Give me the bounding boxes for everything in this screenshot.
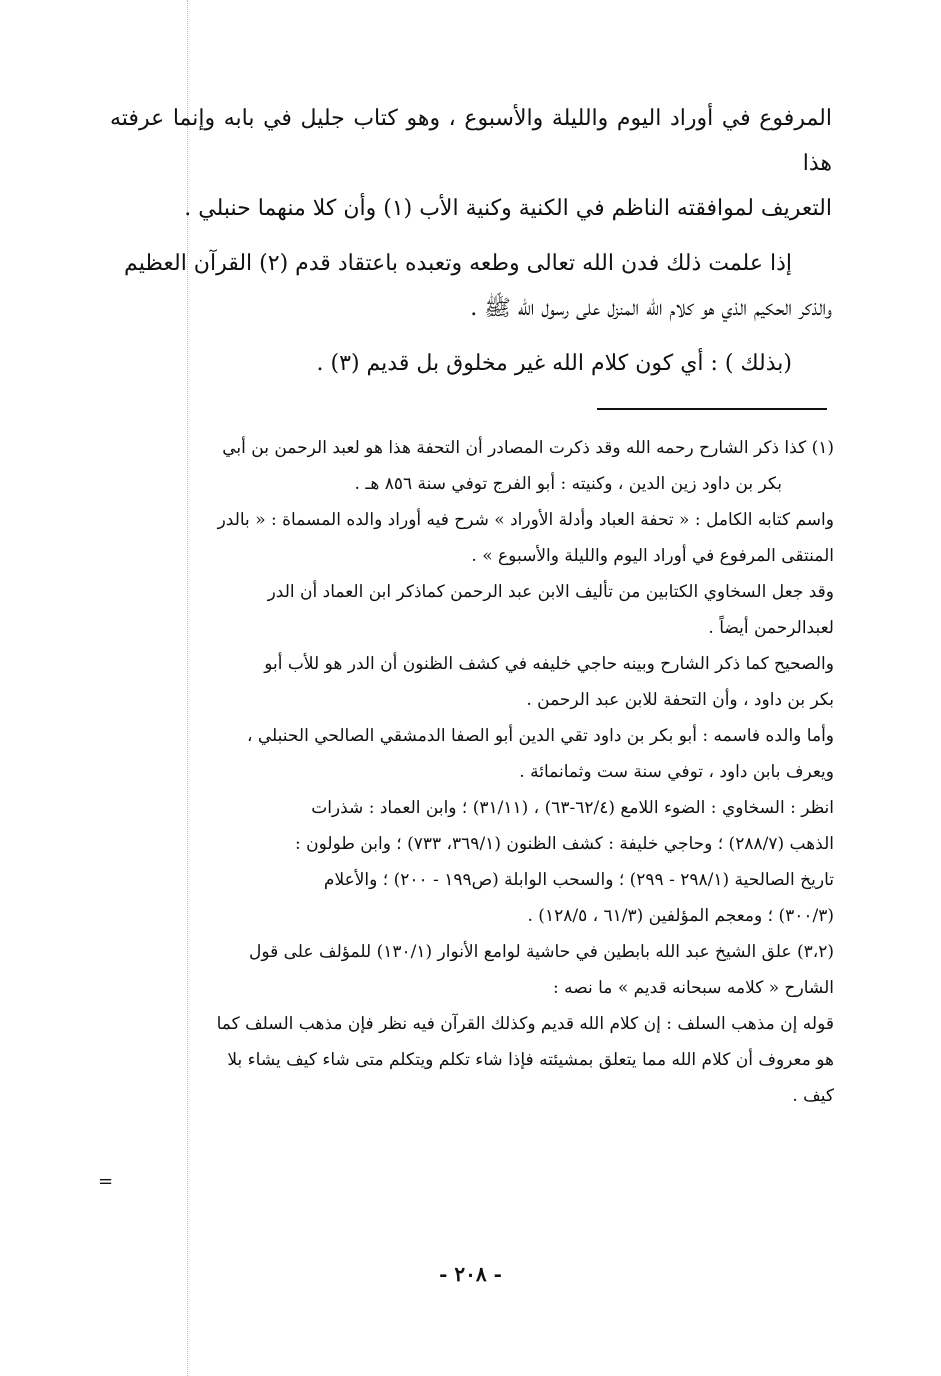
footnote-line: واسم كتابه الكامل : « تحفة العباد وأدلة الأوراد » شرح فيه أوراد والده المسماة : « بالدر: [217, 510, 834, 530]
margin-mark: =: [98, 1171, 114, 1192]
footnote-text: كذا ذكر الشارح رحمه الله وقد ذكرت المصادر أن التحفة هذا هو لعبد الرحمن بن أبي: [222, 438, 807, 458]
footnote-line: المنتقى المرفوع في أوراد اليوم والليلة والأسبوع » .: [471, 546, 834, 566]
main-paragraph-2: [110, 241, 832, 331]
main-paragraph-1: [110, 96, 832, 231]
page-number: - ٢٠٨ -: [439, 1262, 502, 1286]
footnote-line: [112, 430, 834, 466]
main-line: والذكر الحكيم الذي هو كلام الله المنزل على رسول الله ﷺ .: [470, 296, 832, 321]
footnote-line: بكر بن داود زين الدين ، وكنيته : أبو الفرج توفي سنة ٨٥٦ هـ .: [354, 474, 782, 494]
footnote-line: الشارح « كلامه سبحانه قديم » ما نصه :: [553, 978, 834, 998]
footnote-line: ويعرف بابن داود ، توفي سنة ست وثمانمائة .: [519, 762, 834, 782]
main-line: إذا علمت ذلك فدن الله تعالى وطعه وتعبده باعتقاد قدم (٢) القرآن العظيم: [124, 251, 792, 276]
footnote-line: قوله إن مذهب السلف : إن كلام الله قديم وكذلك القرآن فيه نظر فإن مذهب السلف كما: [216, 1014, 834, 1034]
footnote-2-3: [112, 934, 834, 1114]
footnote-separator: [597, 408, 827, 410]
main-line: (بذلك ) : أي كون كلام الله غير مخلوق بل قديم (٣) .: [316, 351, 792, 376]
main-line: المرفوع في أوراد اليوم والليلة والأسبوع ، وهو كتاب جليل في بابه وإنما عرفته هذا: [110, 106, 832, 176]
footnote-line: بكر بن داود ، وأن التحفة للابن عبد الرحمن .: [526, 690, 834, 710]
footnote-line: تاريخ الصالحية (٢٩٨/١ - ٢٩٩) ؛ والسحب الوابلة (ص١٩٩ - ٢٠٠) ؛ والأعلام: [323, 870, 834, 890]
footnote-line: [112, 934, 834, 970]
footnote-line: كيف .: [792, 1086, 834, 1106]
footnote-line: وقد جعل السخاوي الكتابين من تأليف الابن عبد الرحمن كماذكر ابن العماد أن الدر: [267, 582, 834, 602]
main-line: التعريف لموافقته الناظم في الكنية وكنية الأب (١) وأن كلا منهما حنبلي .: [184, 196, 832, 221]
footnote-text: علق الشيخ عبد الله بابطين في حاشية لوامع الأنوار (١٣٠/١) للمؤلف على قول: [248, 942, 792, 962]
footnote-line: لعبدالرحمن أيضاً .: [708, 618, 834, 638]
footnote-number: (٣،٢): [796, 942, 834, 962]
footnote-line: وأما والده فاسمه : أبو بكر بن داود تقي الدين أبو الصفا الدمشقي الصالحي الحنبلي ،: [246, 726, 834, 746]
footnote-line: الذهب (٢٨٨/٧) ؛ وحاجي خليفة : كشف الظنون (٣٦٩/١، ٧٣٣) ؛ وابن طولون :: [295, 834, 834, 854]
main-paragraph-3: [110, 341, 832, 386]
footnote-line: والصحيح كما ذكر الشارح وبينه حاجي خليفه في كشف الظنون أن الدر هو للأب أبو: [264, 654, 834, 674]
footnote-1: [112, 430, 834, 934]
footnote-line: (٣٠٠/٣) ؛ ومعجم المؤلفين (٦١/٣ ، ١٢٨/٥) .: [527, 906, 834, 926]
footnotes: [112, 430, 834, 1114]
footnote-line: هو معروف أن كلام الله مما يتعلق بمشيئته فإذا شاء تكلم ويتكلم متى شاء كيف يشاء بلا: [227, 1050, 834, 1070]
footnote-line: انظر : السخاوي : الضوء اللامع (٦٢/٤-٦٣) ، (٣١/١١) ؛ وابن العماد : شذرات: [311, 798, 834, 818]
main-text: [110, 96, 832, 386]
footnote-number: (١): [811, 438, 834, 458]
